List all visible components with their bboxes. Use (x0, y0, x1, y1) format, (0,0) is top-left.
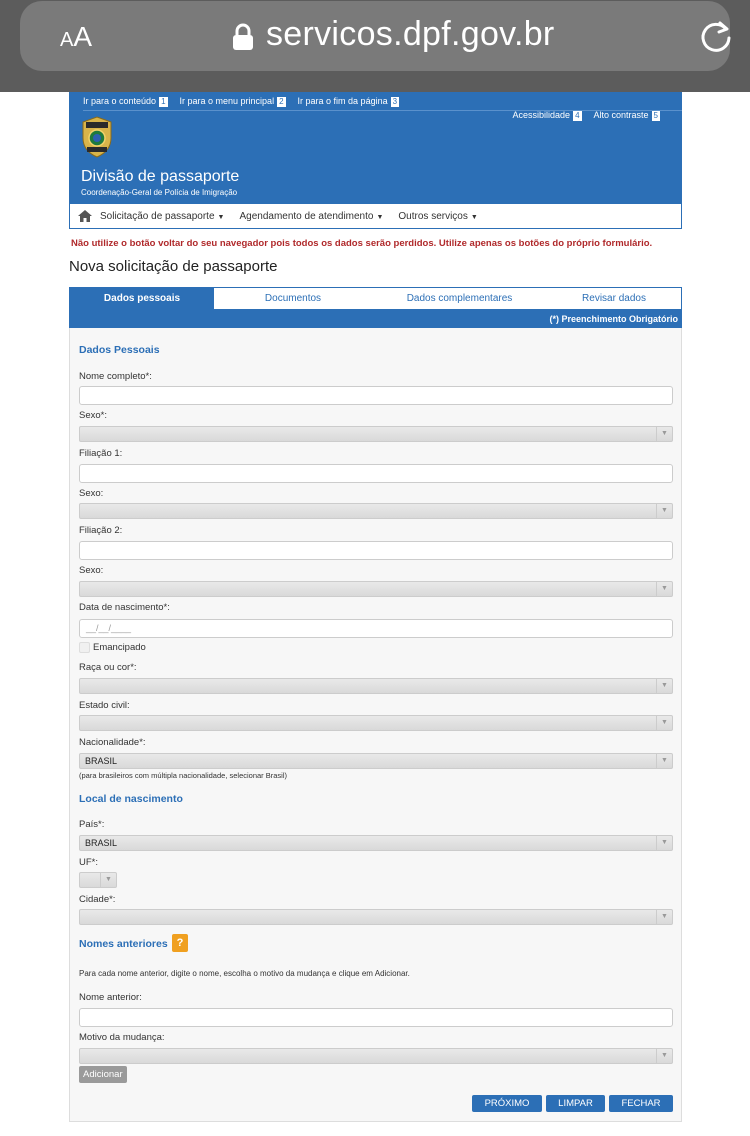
federal-police-badge-logo (80, 116, 114, 158)
previous-name-input[interactable] (79, 1008, 673, 1027)
filiation1-sex-select[interactable] (79, 503, 673, 519)
next-button[interactable]: PRÓXIMO (472, 1095, 542, 1112)
civil-status-select[interactable] (79, 715, 673, 731)
birth-date-label: Data de nascimento*: (79, 602, 170, 613)
chevron-down-icon: ▼ (656, 1049, 672, 1063)
page-title: Nova solicitação de passaporte (69, 258, 278, 275)
filiation1-sex-label: Sexo: (79, 488, 104, 499)
chevron-down-icon: ▼ (100, 873, 116, 887)
nav-other-services[interactable]: Outros serviços ▼ (398, 210, 478, 222)
chevron-down-icon: ▼ (656, 679, 672, 693)
filiation1-input[interactable] (79, 464, 673, 483)
emancipated-checkbox[interactable] (79, 642, 90, 653)
city-label: Cidade*: (79, 894, 116, 905)
required-note: (*) Preenchimento Obrigatório (69, 310, 682, 328)
full-name-input[interactable] (79, 386, 673, 405)
browser-toolbar (0, 0, 750, 92)
skip-link-menu[interactable]: Ir para o menu principal 2 (179, 96, 284, 106)
filiation2-sex-select[interactable] (79, 581, 673, 597)
address-bar[interactable] (20, 1, 730, 71)
uf-label: UF*: (79, 857, 98, 868)
chevron-down-icon: ▼ (656, 582, 672, 596)
tab-review[interactable]: Revisar dados (582, 293, 646, 304)
country-select[interactable]: BRASIL ▼ (79, 835, 673, 851)
city-select[interactable] (79, 909, 673, 925)
race-label: Raça ou cor*: (79, 662, 137, 673)
nationality-hint: (para brasileiros com múltipla nacionalidade, selecionar Brasil) (79, 771, 288, 780)
home-icon[interactable] (78, 210, 92, 222)
tab-documents[interactable]: Documentos (264, 293, 322, 304)
filiation2-input[interactable] (79, 541, 673, 560)
nav-appointment[interactable]: Agendamento de atendimento ▼ (239, 210, 384, 222)
accessibility-links (513, 110, 660, 121)
nationality-select[interactable]: BRASIL ▼ (79, 753, 673, 769)
section-title-personal: Dados Pessoais (79, 344, 160, 356)
tab-personal-data[interactable]: Dados pessoais (70, 288, 214, 309)
tab-complementary-data[interactable]: Dados complementares (406, 293, 513, 304)
full-name-label: Nome completo*: (79, 371, 152, 382)
chevron-down-icon: ▼ (656, 427, 672, 441)
previous-names-hint: Para cada nome anterior, digite o nome, escolha o motivo da mudança e clique em Adicionar. (79, 969, 410, 978)
section-title-birthplace: Local de nascimento (79, 793, 183, 805)
filiation1-label: Filiação 1: (79, 448, 123, 459)
previous-name-label: Nome anterior: (79, 992, 142, 1003)
form-panel (69, 328, 682, 1122)
chevron-down-icon: ▼ (656, 754, 672, 768)
text-size-button[interactable]: AA (60, 21, 93, 52)
sex-label: Sexo*: (79, 410, 107, 421)
help-icon[interactable]: ? (172, 934, 188, 952)
change-reason-label: Motivo da mudança: (79, 1032, 165, 1043)
chevron-down-icon: ▼ (656, 716, 672, 730)
birth-date-input[interactable]: __/__/____ (79, 619, 673, 638)
country-label: País*: (79, 819, 105, 830)
form-tabs (69, 287, 682, 310)
emancipated-label: Emancipado (93, 642, 146, 653)
reload-icon[interactable] (698, 19, 734, 55)
warning-message: Não utilize o botão voltar do seu navegador pois todos os dados serão perdidos. Utilize apenas os botões do próprio formulário. (71, 238, 653, 249)
close-button[interactable]: FECHAR (609, 1095, 673, 1112)
section-title-previous-names: Nomes anteriores (79, 938, 168, 950)
high-contrast-link[interactable]: Alto contraste 5 (593, 110, 658, 120)
lock-icon (232, 23, 254, 51)
chevron-down-icon: ▼ (376, 213, 384, 221)
chevron-down-icon: ▼ (656, 910, 672, 924)
filiation2-label: Filiação 2: (79, 525, 123, 536)
main-nav (69, 204, 682, 229)
site-header (69, 92, 682, 204)
change-reason-select[interactable] (79, 1048, 673, 1064)
skip-link-content[interactable]: Ir para o conteúdo 1 (83, 96, 166, 106)
nationality-label: Nacionalidade*: (79, 737, 146, 748)
race-select[interactable] (79, 678, 673, 694)
site-subtitle: Coordenação-Geral de Polícia de Imigração (81, 188, 238, 197)
skip-link-footer[interactable]: Ir para o fim da página 3 (297, 96, 398, 106)
sex-select[interactable] (79, 426, 673, 442)
accessibility-link[interactable]: Acessibilidade 4 (512, 110, 580, 120)
skip-links (83, 96, 399, 107)
chevron-down-icon: ▼ (470, 213, 478, 221)
chevron-down-icon: ▼ (656, 836, 672, 850)
url-text[interactable]: servicos.dpf.gov.br (266, 15, 555, 53)
filiation2-sex-label: Sexo: (79, 565, 104, 576)
civil-status-label: Estado civil: (79, 700, 130, 711)
site-title: Divisão de passaporte (81, 168, 240, 185)
nav-passport-request[interactable]: Solicitação de passaporte ▼ (100, 210, 225, 222)
chevron-down-icon: ▼ (217, 213, 225, 221)
clear-button[interactable]: LIMPAR (546, 1095, 605, 1112)
uf-select[interactable] (79, 872, 117, 888)
chevron-down-icon: ▼ (656, 504, 672, 518)
add-previous-name-button[interactable]: Adicionar (79, 1066, 127, 1083)
